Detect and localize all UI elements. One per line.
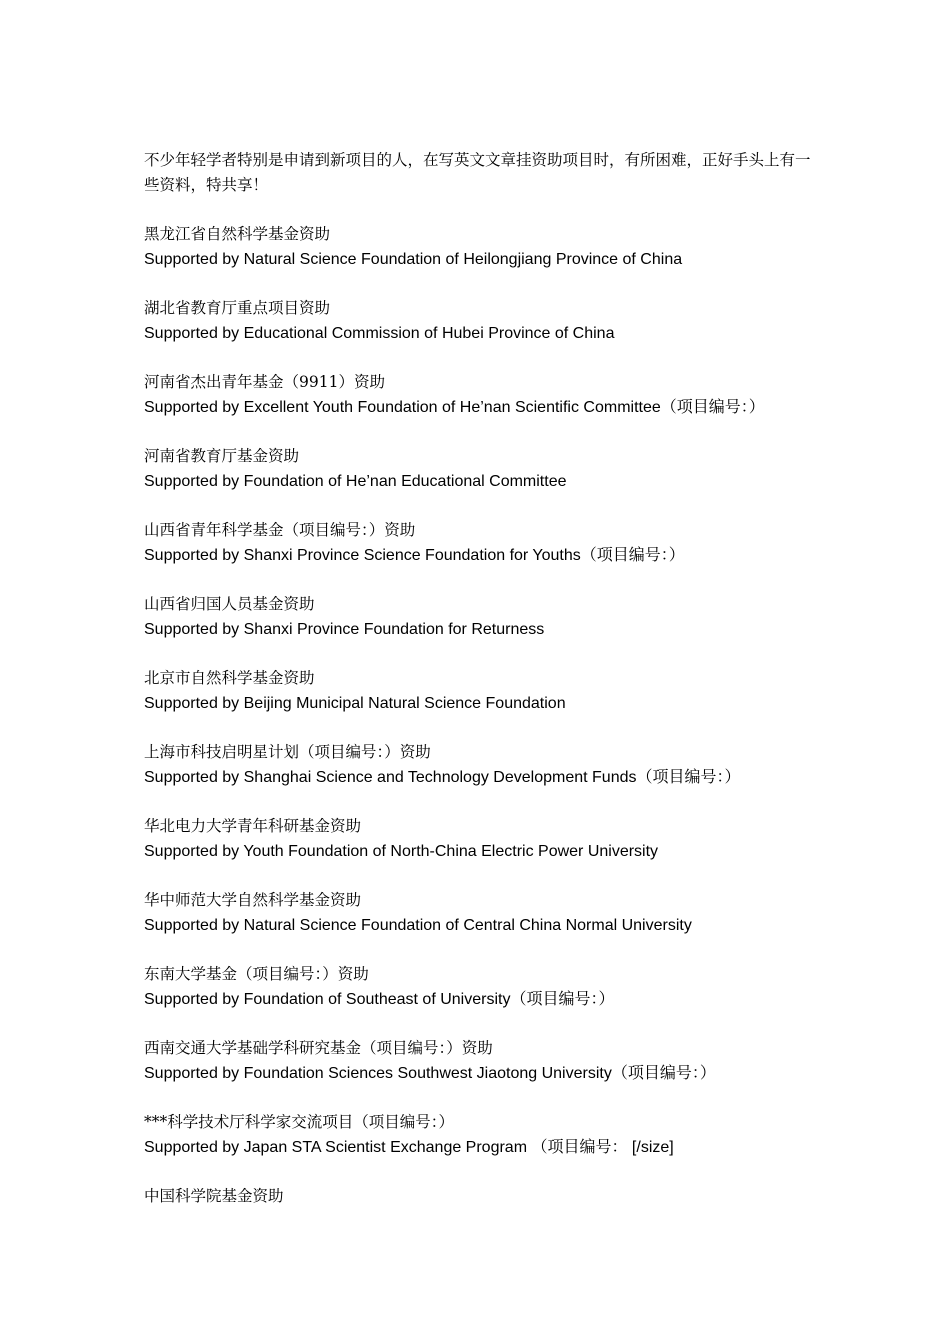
funding-name-chinese: ***科学技术厅科学家交流项目（项目编号：） [144, 1113, 455, 1131]
funding-name-chinese: 山西省青年科学基金（项目编号：）资助 [144, 521, 416, 539]
funding-name-english: Supported by Foundation of Southeast of University（项目编号：） [144, 991, 615, 1008]
funding-entry [144, 444, 824, 494]
funding-name-english: Supported by Foundation Sciences Southwest Jiaotong University（项目编号：） [144, 1065, 716, 1082]
funding-name-chinese: 山西省归国人员基金资助 [144, 595, 315, 613]
funding-entry [144, 296, 824, 346]
funding-entry [144, 740, 824, 790]
funding-name-chinese: 北京市自然科学基金资助 [144, 669, 315, 687]
funding-name-english: Supported by Shanxi Province Science Foundation for Youths（项目编号：） [144, 547, 685, 564]
funding-name-chinese: 上海市科技启明星计划（项目编号：）资助 [144, 743, 431, 761]
funding-name-chinese: 湖北省教育厅重点项目资助 [144, 299, 331, 317]
funding-entry [144, 1036, 824, 1086]
funding-name-english: Supported by Foundation of He’nan Educational Committee [144, 473, 567, 490]
funding-entry [144, 1110, 824, 1160]
funding-name-chinese: 河南省杰出青年基金（9911）资助 [144, 373, 385, 391]
funding-name-english: Supported by Excellent Youth Foundation of He’nan Scientific Committee（项目编号：） [144, 399, 765, 416]
funding-name-chinese: 华北电力大学青年科研基金资助 [144, 817, 362, 835]
funding-name-english: Supported by Shanghai Science and Technology Development Funds（项目编号：） [144, 769, 741, 786]
funding-name-english: Supported by Youth Foundation of North-China Electric Power University [144, 843, 659, 860]
funding-entry [144, 592, 824, 642]
funding-entry [144, 666, 824, 716]
funding-name-chinese: 东南大学基金（项目编号：）资助 [144, 965, 369, 983]
funding-name-english: Supported by Educational Commission of Hubei Province of China [144, 325, 615, 342]
funding-name-english: Supported by Natural Science Foundation of Heilongjiang Province of China [144, 251, 683, 268]
funding-name-english: Supported by Natural Science Foundation of Central China Normal University [144, 917, 692, 934]
funding-name-english: Supported by Beijing Municipal Natural Science Foundation [144, 695, 566, 712]
funding-name-chinese: 中国科学院基金资助 [144, 1187, 284, 1205]
funding-entry [144, 222, 824, 272]
funding-entry [144, 518, 824, 568]
funding-entry [144, 1184, 824, 1209]
funding-name-english: Supported by Japan STA Scientist Exchange Program （项目编号： [/size] [144, 1139, 674, 1156]
funding-entry [144, 370, 824, 420]
funding-name-chinese: 黑龙江省自然科学基金资助 [144, 225, 331, 243]
funding-name-chinese: 河南省教育厅基金资助 [144, 447, 300, 465]
funding-entry [144, 814, 824, 864]
funding-name-english: Supported by Shanxi Province Foundation for Returness [144, 621, 545, 638]
funding-name-chinese: 西南交通大学基础学科研究基金（项目编号：）资助 [144, 1039, 493, 1057]
intro-paragraph: 不少年轻学者特别是申请到新项目的人，在写英文文章挂资助项目时，有所困难，正好手头上有一些资料，特共享！ [144, 151, 811, 194]
document-body [144, 148, 824, 1233]
funding-entry [144, 962, 824, 1012]
funding-entry [144, 888, 824, 938]
funding-name-chinese: 华中师范大学自然科学基金资助 [144, 891, 362, 909]
